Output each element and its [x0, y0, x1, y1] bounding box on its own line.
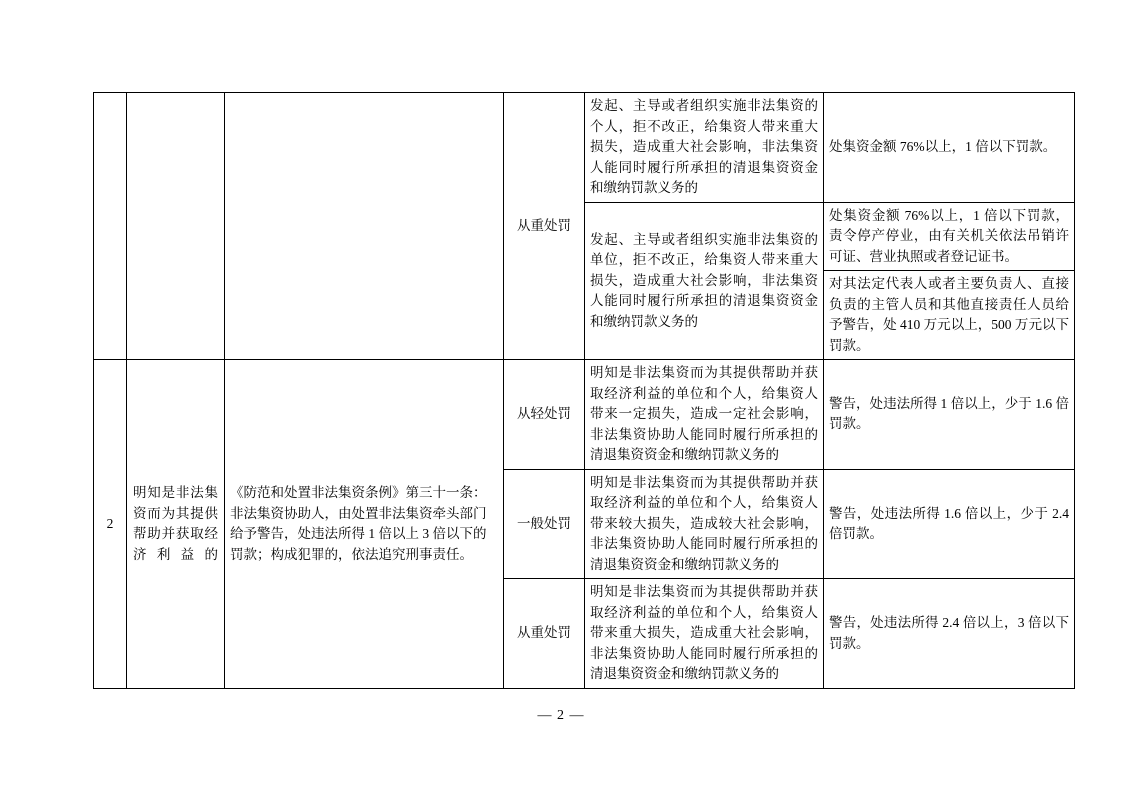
row-number-cell: 2 — [94, 360, 127, 689]
standard-cell: 明知是非法集资而为其提供帮助并获取经济利益的单位和个人，给集资人带来较大损失，造成较大社会影响，非法集资协助人能同时履行所承担的清退集资资金和缴纳罚款义务的 — [585, 469, 824, 579]
penalty-discretion-table — [93, 92, 1075, 689]
standard-cell: 发起、主导或者组织实施非法集资的个人，拒不改正，给集资人带来重大损失，造成重大社会影响，非法集资人能同时履行所承担的清退集资资金和缴纳罚款义务的 — [585, 93, 824, 203]
table-row — [94, 93, 1075, 203]
behavior-cell: 明知是非法集资而为其提供帮助并获取经济利益的 — [127, 360, 225, 689]
standard-cell: 明知是非法集资而为其提供帮助并获取经济利益的单位和个人，给集资人带来重大损失，造成重大社会影响，非法集资协助人能同时履行所承担的清退集资资金和缴纳罚款义务的 — [585, 579, 824, 689]
legal-basis-cell — [225, 93, 504, 360]
degree-cell: 从轻处罚 — [504, 360, 585, 470]
penalty-cell: 处集资金额 76%以上，1 倍以下罚款，责令停产停业，由有关机关依法吊销许可证、营业执照或者登记证书。 — [824, 202, 1075, 271]
degree-cell: 从重处罚 — [504, 579, 585, 689]
penalty-cell: 警告，处违法所得 1 倍以上，少于 1.6 倍罚款。 — [824, 360, 1075, 470]
legal-basis-cell: 《防范和处置非法集资条例》第三十一条：非法集资协助人，由处置非法集资牵头部门给予警告，处违法所得 1 倍以上 3 倍以下的罚款；构成犯罪的，依法追究刑事责任。 — [225, 360, 504, 689]
page-number: — 2 — — [537, 708, 585, 723]
standard-cell: 明知是非法集资而为其提供帮助并获取经济利益的单位和个人，给集资人带来一定损失，造成一定社会影响，非法集资协助人能同时履行所承担的清退集资资金和缴纳罚款义务的 — [585, 360, 824, 470]
row-number-cell — [94, 93, 127, 360]
standard-cell: 发起、主导或者组织实施非法集资的单位，拒不改正，给集资人带来重大损失，造成重大社会影响，非法集资人能同时履行所承担的清退集资资金和缴纳罚款义务的 — [585, 202, 824, 360]
degree-cell: 从重处罚 — [504, 93, 585, 360]
penalty-cell: 处集资金额 76%以上，1 倍以下罚款。 — [824, 93, 1075, 203]
penalty-cell: 警告，处违法所得 2.4 倍以上，3 倍以下罚款。 — [824, 579, 1075, 689]
behavior-cell — [127, 93, 225, 360]
penalty-cell: 警告，处违法所得 1.6 倍以上，少于 2.4 倍罚款。 — [824, 469, 1075, 579]
table-row — [94, 360, 1075, 470]
degree-cell: 一般处罚 — [504, 469, 585, 579]
penalty-cell: 对其法定代表人或者主要负责人、直接负责的主管人员和其他直接责任人员给予警告，处 410 万元以上，500 万元以下罚款。 — [824, 271, 1075, 360]
